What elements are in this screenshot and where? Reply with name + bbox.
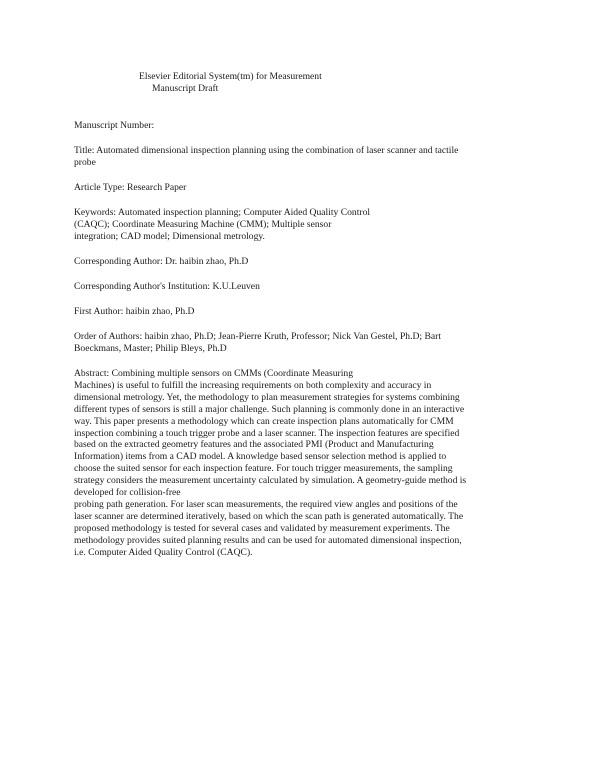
manuscript-metadata [74, 120, 524, 572]
header-draft-label: Manuscript Draft [152, 83, 219, 94]
header-system-title: Elsevier Editorial System(tm) for Measurement [139, 71, 322, 82]
abstract-line: i.e. Computer Aided Quality Control (CAQC). [74, 546, 253, 558]
abstract-line: Abstract: Combining multiple sensors on CMMs (Coordinate Measuring [74, 368, 353, 379]
keywords-line: Keywords: Automated inspection planning; Computer Aided Quality Control [74, 207, 371, 218]
abstract [74, 368, 524, 559]
manuscript-title [74, 145, 524, 169]
abstract-line: dimensional metrology. Yet, the methodology to plan measurement strategies for systems combining [74, 391, 460, 403]
first-author: First Author: haibin zhao, Ph.D [74, 306, 195, 317]
abstract-line: developed for collision-free [74, 487, 181, 499]
abstract-line: proposed methodology is tested for several cases and validated by measurement experiments. The [74, 522, 450, 534]
article-type: Article Type: Research Paper [74, 182, 187, 193]
keywords [74, 207, 524, 243]
abstract-line: Information) items from a CAD model. A knowledge based sensor selection method is applied to [74, 451, 447, 463]
order-of-authors [74, 331, 524, 355]
abstract-line: Machines) is useful to fulfill the increasing requirements on both complexity and accuracy in [74, 379, 432, 391]
abstract-line: methodology provides suited planning results and can be used for automated dimensional inspection, [74, 534, 462, 546]
title-line: Title: Automated dimensional inspection planning using the combination of laser scanner and tactile [74, 145, 459, 156]
title-line: probe [74, 157, 96, 168]
abstract-line: laser scanner are determined iteratively, based on which the scan path is generated automatically. The [74, 510, 464, 522]
keywords-line: (CAQC); Coordinate Measuring Machine (CMM); Multiple sensor [74, 219, 332, 230]
abstract-line: inspection combining a touch trigger probe and a laser scanner. The inspection features are specified [74, 427, 460, 439]
authors-line: Boeckmans, Master; Philip Bleys, Ph.D [74, 343, 227, 354]
corresponding-author: Corresponding Author: Dr. haibin zhao, Ph.D [74, 256, 249, 267]
corresponding-institution: Corresponding Author's Institution: K.U.Leuven [74, 281, 260, 292]
abstract-line: choose the suited sensor for each inspection feature. For touch trigger measurements, the sampling [74, 463, 453, 475]
keywords-line: integration; CAD model; Dimensional metrology. [74, 231, 265, 242]
abstract-line: way. This paper presents a methodology which can create inspection plans automatically for CMM [74, 415, 454, 427]
editorial-header [139, 71, 322, 95]
abstract-line: based on the extracted geometry features and the associated PMI (Product and Manufacturing [74, 439, 434, 451]
authors-line: Order of Authors: haibin zhao, Ph.D; Jean-Pierre Kruth, Professor; Nick Van Gestel, Ph.D; Bart [74, 331, 441, 342]
abstract-line: different types of sensors is still a major challenge. Such planning is commonly done in an interactive [74, 403, 465, 415]
abstract-line: probing path generation. For laser scan measurements, the required view angles and positions of the [74, 498, 458, 510]
abstract-line: strategy considers the measurement uncertainty calculated by simulation. A geometry-guide method is [74, 475, 467, 487]
manuscript-number: Manuscript Number: [74, 120, 155, 131]
